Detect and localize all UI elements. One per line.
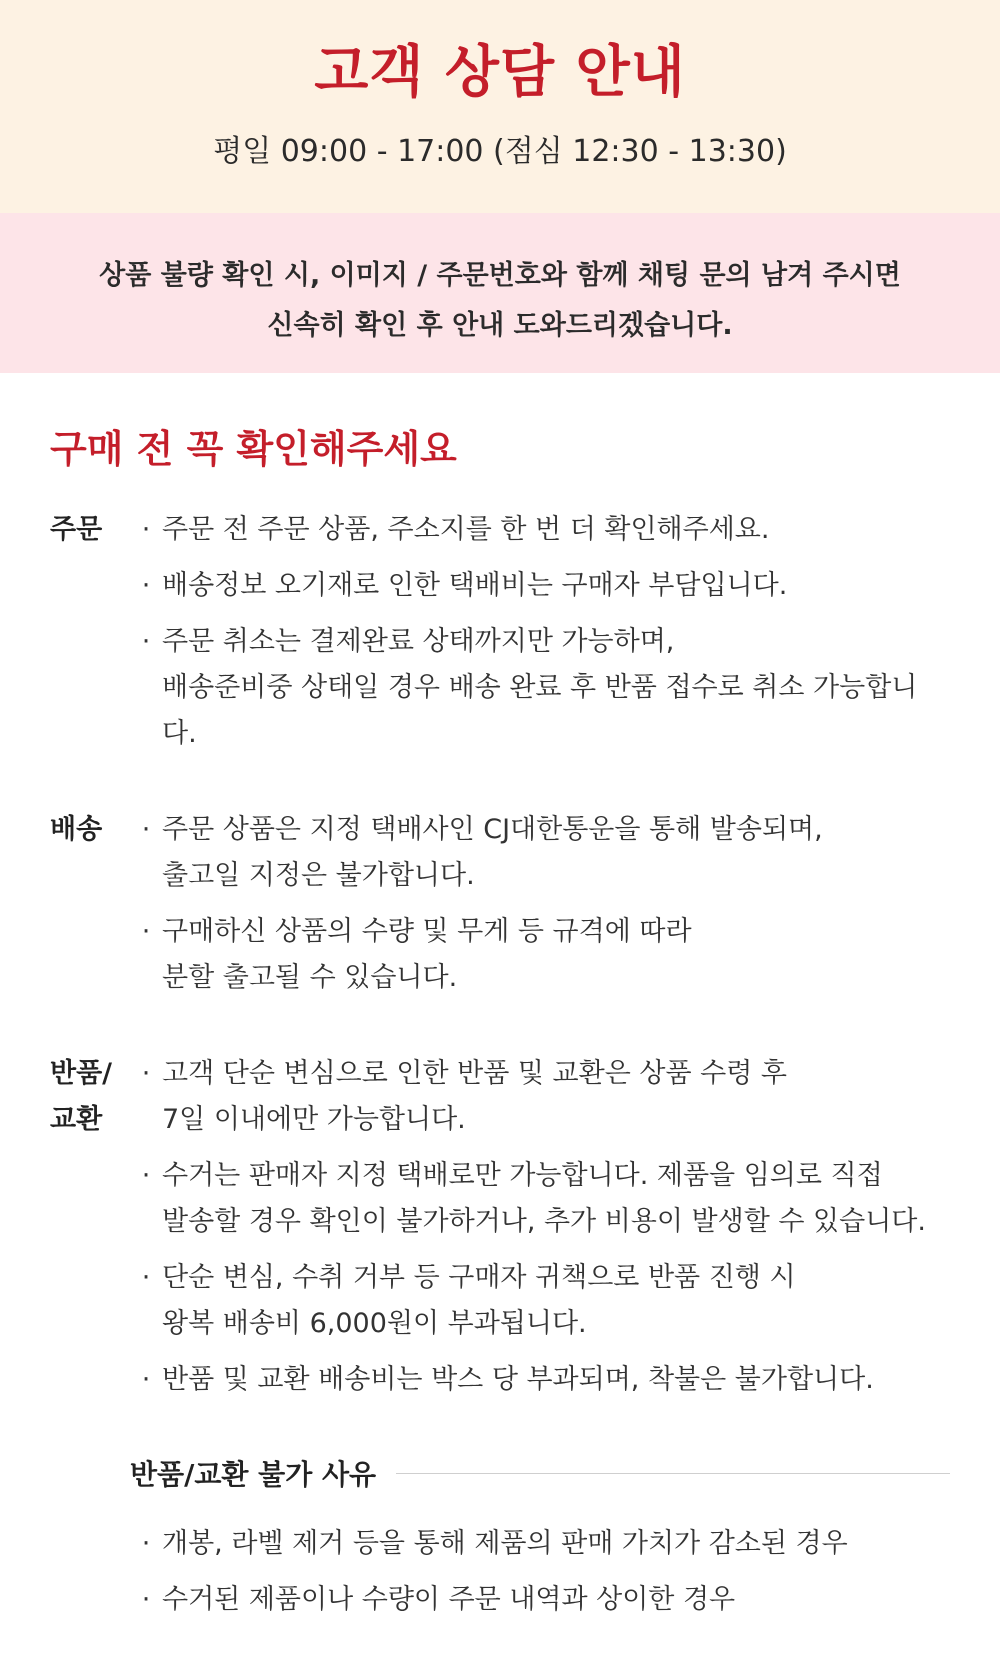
item-line: 주문 전 주문 상품, 주소지를 한 번 더 확인해주세요. xyxy=(162,514,770,545)
item-line: 출고일 지정은 불가합니다. xyxy=(162,860,475,891)
subsection-title: 반품/교환 불가 사유 xyxy=(130,1458,377,1491)
list-item xyxy=(130,1521,950,1567)
group-label-line: 교환 xyxy=(50,1104,103,1135)
item-line: 발송할 경우 확인이 불가하거나, 추가 비용이 발생할 수 있습니다. xyxy=(162,1206,926,1237)
not-allowed-header xyxy=(130,1453,950,1493)
bullet: · xyxy=(141,514,151,545)
item-line: 고객 단순 변심으로 인한 반품 및 교환은 상품 수령 후 xyxy=(162,1058,787,1089)
item-line: 수거된 제품이나 수량이 주문 내역과 상이한 경우 xyxy=(162,1584,736,1615)
group-shipping xyxy=(50,807,950,1011)
list-item xyxy=(130,507,950,553)
item-line: 배송정보 오기재로 인한 택배비는 구매자 부담입니다. xyxy=(162,570,788,601)
item-line: 구매하신 상품의 수량 및 무게 등 규격에 따라 xyxy=(162,916,692,947)
list-item xyxy=(130,1051,950,1143)
divider xyxy=(396,1473,950,1474)
bullet: · xyxy=(141,1160,151,1191)
main-content xyxy=(0,425,1000,1623)
group-order xyxy=(50,507,950,767)
item-line: 분할 출고될 수 있습니다. xyxy=(162,962,458,993)
bullet: · xyxy=(141,1058,151,1089)
bullet: · xyxy=(141,570,151,601)
list-item xyxy=(130,1153,950,1245)
header-banner xyxy=(0,0,1000,213)
item-line: 개봉, 라벨 제거 등을 통해 제품의 판매 가치가 감소된 경우 xyxy=(162,1528,848,1559)
notice-banner xyxy=(0,213,1000,373)
list-item xyxy=(130,563,950,609)
item-line: 왕복 배송비 6,000원이 부과됩니다. xyxy=(162,1308,587,1339)
list-item xyxy=(130,1357,950,1403)
not-allowed-list xyxy=(130,1521,950,1623)
bullet: · xyxy=(141,1584,151,1615)
group-label xyxy=(50,1051,130,1413)
item-line: 7일 이내에만 가능합니다. xyxy=(162,1104,466,1135)
section-title: 구매 전 꼭 확인해주세요 xyxy=(50,427,457,471)
item-line: 주문 상품은 지정 택배사인 CJ대한통운을 통해 발송되며, xyxy=(162,814,823,845)
bullet: · xyxy=(141,1262,151,1293)
group-label: 배송 xyxy=(50,814,103,845)
notice-line: 신속히 확인 후 안내 도와드리겠습니다. xyxy=(267,310,733,341)
page-title: 고객 상담 안내 xyxy=(314,40,686,105)
bullet: · xyxy=(141,814,151,845)
bullet: · xyxy=(141,916,151,947)
notice-line: 상품 불량 확인 시, 이미지 / 주문번호와 함께 채팅 문의 남겨 주시면 xyxy=(99,260,901,291)
item-line: 단순 변심, 수취 거부 등 구매자 귀책으로 반품 진행 시 xyxy=(162,1262,796,1293)
item-line: 배송준비중 상태일 경우 배송 완료 후 반품 접수로 취소 가능합니다. xyxy=(162,672,918,749)
group-returns xyxy=(50,1051,950,1413)
group-label: 주문 xyxy=(50,514,103,545)
group-label-line: 반품/ xyxy=(50,1058,113,1089)
list-item xyxy=(130,619,950,757)
bullet: · xyxy=(141,626,151,657)
bullet: · xyxy=(141,1528,151,1559)
item-line: 주문 취소는 결제완료 상태까지만 가능하며, xyxy=(162,626,675,657)
item-line: 반품 및 교환 배송비는 박스 당 부과되며, 착불은 불가합니다. xyxy=(162,1364,874,1395)
list-item xyxy=(130,1577,950,1623)
bullet: · xyxy=(141,1364,151,1395)
business-hours: 평일 09:00 - 17:00 (점심 12:30 - 13:30) xyxy=(213,134,787,169)
list-item xyxy=(130,1255,950,1347)
list-item xyxy=(130,807,950,899)
item-line: 수거는 판매자 지정 택배로만 가능합니다. 제품을 임의로 직접 xyxy=(162,1160,883,1191)
list-item xyxy=(130,909,950,1001)
